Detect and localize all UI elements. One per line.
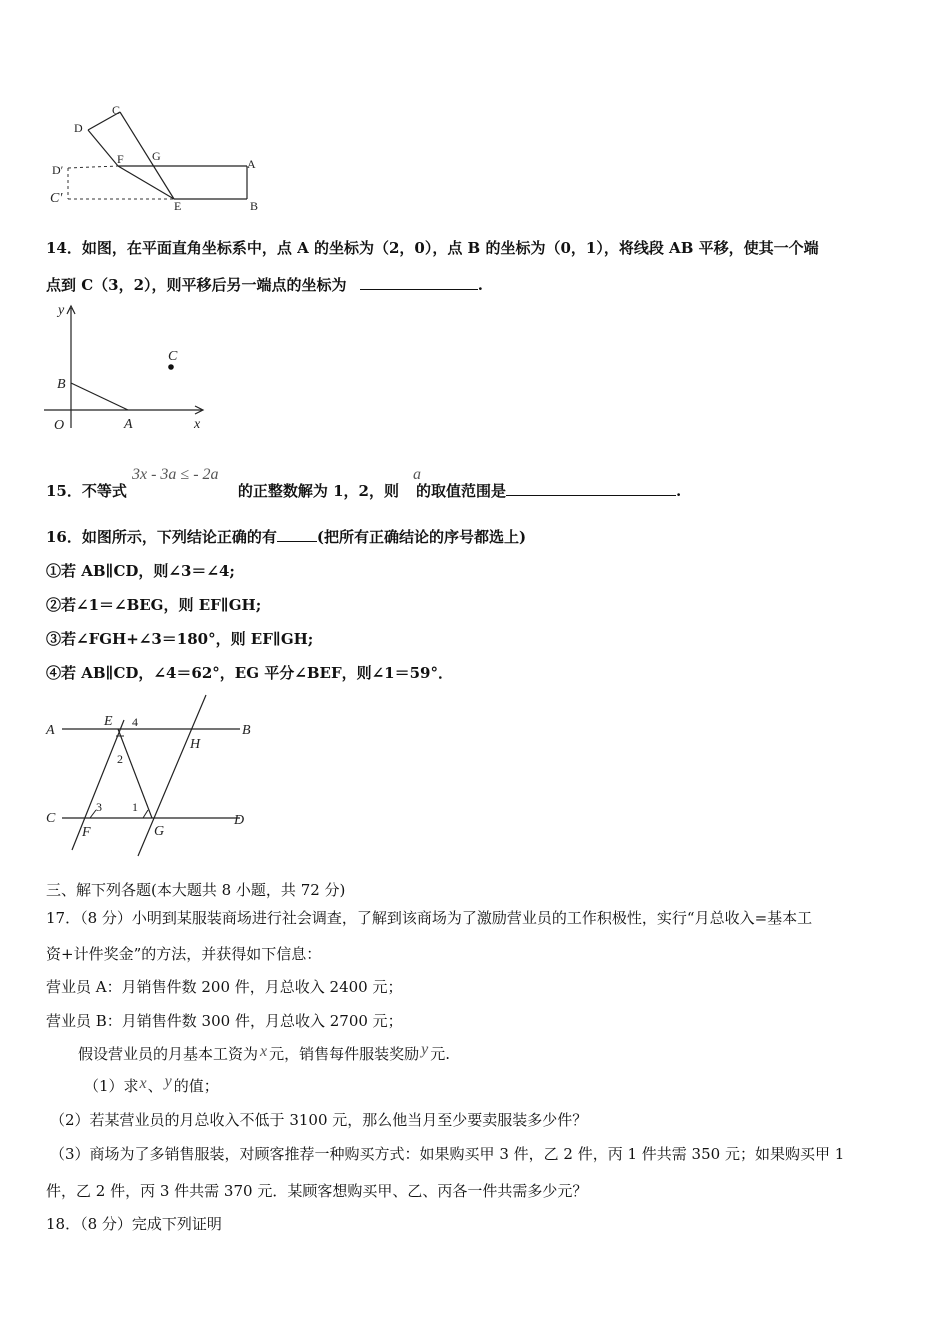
q16-option-4: ④若 AB∥CD，∠4＝62°，EG 平分∠BEF，则∠1＝59°． bbox=[46, 664, 453, 682]
label-f: F bbox=[82, 825, 91, 840]
figure-q16 bbox=[40, 690, 280, 862]
label-angle-1: 1 bbox=[132, 800, 138, 814]
label-g: G bbox=[154, 824, 165, 839]
dashed-d-prime bbox=[68, 166, 118, 168]
label-h: H bbox=[190, 737, 201, 752]
q14-line2 bbox=[46, 274, 483, 295]
q17-assume-pre: 假设营业员的月基本工资为 bbox=[78, 1045, 259, 1063]
angle-mark-1 bbox=[143, 810, 148, 818]
q17-part1-post: 的值； bbox=[173, 1077, 219, 1095]
q17-part3-line1: （3）商场为了多销售服装，对顾客推荐一种购买方式：如果购买甲 3 件，乙 2 件，丙 1 件共需 350 元；如果购买甲 1 bbox=[50, 1145, 845, 1163]
label-angle-3: 3 bbox=[96, 800, 102, 814]
q14-line2-text: 点到 C（3，2），则平移后另一端点的坐标为 bbox=[46, 276, 347, 294]
section-3-heading: 三、解下列各题(本大题共 8 小题，共 72 分) bbox=[46, 881, 346, 899]
q17-info-b: 营业员 B：月销售件数 300 件，月总收入 2700 元； bbox=[46, 1012, 403, 1030]
q17-var-x: x bbox=[260, 1043, 268, 1060]
label-a: A bbox=[247, 157, 256, 171]
q17-line1: 17．（8 分）小明到某服装商场进行社会调查，了解到该商场为了激励营业员的工作积极性，实行“月总收入=基本工 bbox=[46, 909, 813, 927]
q15-inequality: 3x - 3a ≤ - 2a bbox=[132, 466, 219, 483]
q16-stem-tail: (把所有正确结论的序号都选上) bbox=[316, 528, 527, 546]
q17-part1-x: x bbox=[139, 1075, 147, 1092]
q17-info-a: 营业员 A：月销售件数 200 件，月总收入 2400 元； bbox=[46, 978, 403, 996]
q16-option-2: ②若∠1＝∠BEG，则 EF∥GH; bbox=[46, 596, 262, 614]
q17-var-y: y bbox=[421, 1041, 429, 1058]
q15-mid: 的正整数解为 1，2，则 bbox=[237, 482, 399, 500]
q17-part1-pre: （1）求 bbox=[84, 1077, 139, 1095]
q17-assume-mid: 元，销售每件服装奖励 bbox=[269, 1045, 420, 1063]
q16-stem-text: 16．如图所示，下列结论正确的有 bbox=[46, 528, 277, 546]
label-angle-2: 2 bbox=[117, 752, 123, 766]
q17-part1-y: y bbox=[164, 1073, 172, 1090]
q14-end: . bbox=[477, 276, 484, 294]
q15-answer-blank[interactable] bbox=[506, 481, 676, 496]
segment-ab bbox=[71, 383, 128, 410]
segment-d-f bbox=[88, 130, 118, 166]
label-y: y bbox=[58, 303, 65, 318]
label-point-b: B bbox=[57, 377, 66, 392]
q14-line1: 14．如图，在平面直角坐标系中，点 A 的坐标为（2，0），点 B 的坐标为（0，1），将线段 AB 平移，使其一个端 bbox=[46, 239, 819, 257]
label-angle-4: 4 bbox=[132, 715, 138, 729]
line-ef bbox=[72, 720, 124, 850]
label-point-a: A bbox=[124, 417, 133, 432]
q16-answer-blank[interactable] bbox=[277, 527, 317, 542]
q15-pre: 15．不等式 bbox=[46, 482, 127, 500]
label-f: F bbox=[117, 152, 124, 166]
q14-answer-blank[interactable] bbox=[360, 275, 478, 290]
q16-option-3: ③若∠FGH+∠3＝180°，则 EF∥GH; bbox=[46, 630, 314, 648]
q17-part1 bbox=[84, 1075, 219, 1096]
q17-assumption bbox=[78, 1043, 450, 1064]
q15-post: 的取值范围是 bbox=[415, 482, 506, 500]
label-a: A bbox=[46, 723, 55, 738]
label-origin: O bbox=[54, 418, 65, 433]
label-e: E bbox=[104, 714, 113, 729]
q17-line2: 资+计件奖金”的方法，并获得如下信息： bbox=[46, 945, 322, 963]
segment-c-e bbox=[120, 112, 174, 199]
label-b: B bbox=[242, 723, 251, 738]
figure-q14 bbox=[40, 298, 220, 438]
label-d: D bbox=[234, 813, 245, 828]
label-e: E bbox=[174, 199, 182, 213]
figure-q13 bbox=[40, 98, 280, 218]
q17-part3-line2: 件，乙 2 件，丙 3 件共需 370 元．某顾客想购买甲、乙、丙各一件共需多少元？ bbox=[46, 1182, 588, 1200]
q16-stem bbox=[46, 526, 526, 547]
q17-part1-sep: 、 bbox=[147, 1077, 163, 1095]
q17-part2: （2）若某营业员的月总收入不低于 3100 元，那么他当月至少要卖服装多少件？ bbox=[50, 1111, 588, 1129]
label-b: B bbox=[250, 199, 259, 213]
label-c-prime: C′ bbox=[50, 191, 63, 206]
label-c: C bbox=[112, 103, 121, 117]
q15-line bbox=[46, 480, 681, 501]
line-gh bbox=[138, 695, 206, 856]
label-c: C bbox=[46, 811, 56, 826]
q18-stem: 18．（8 分）完成下列证明 bbox=[46, 1215, 222, 1233]
point-c bbox=[168, 364, 174, 370]
label-point-c: C bbox=[168, 349, 178, 364]
q17-assume-post: 元. bbox=[430, 1045, 451, 1063]
label-d: D bbox=[74, 121, 83, 135]
label-x: x bbox=[194, 417, 201, 432]
q16-option-1: ①若 AB∥CD，则∠3＝∠4; bbox=[46, 562, 235, 580]
segment-f-e bbox=[118, 166, 174, 199]
q15-end: . bbox=[676, 482, 682, 500]
label-g: G bbox=[152, 149, 161, 163]
q15-var-a: a bbox=[413, 466, 421, 483]
label-d-prime: D′ bbox=[52, 163, 64, 177]
